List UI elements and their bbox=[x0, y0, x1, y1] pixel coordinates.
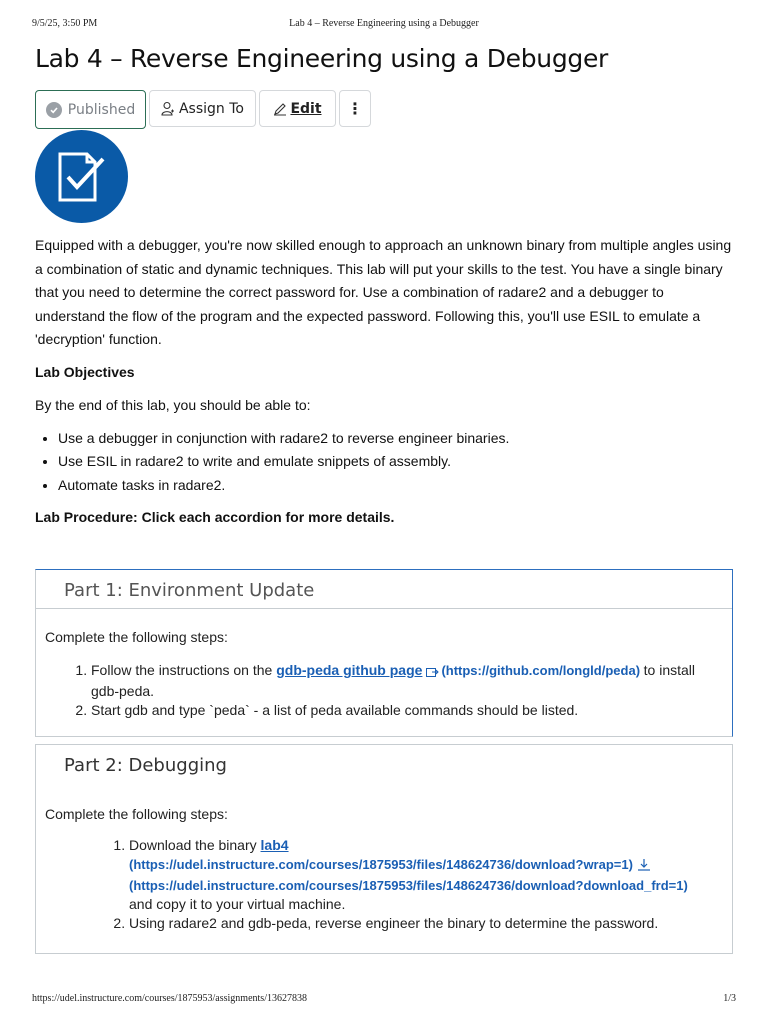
page-number: 1/3 bbox=[723, 993, 736, 1004]
assignment-badge-icon bbox=[35, 130, 128, 223]
edit-label: Edit bbox=[290, 100, 322, 117]
procedure-heading: Lab Procedure: Click each accordion for more details. bbox=[35, 509, 395, 525]
list-item bbox=[129, 836, 723, 914]
part-2-steps bbox=[45, 836, 723, 933]
list-item: 2. Using radare2 and gdb-peda, reverse engineer the binary to determine the password. bbox=[129, 914, 723, 933]
published-label: Published bbox=[67, 101, 136, 118]
list-item bbox=[91, 661, 723, 701]
intro-paragraph: Equipped with a debugger, you're now skilled enough to approach an unknown binary from multiple angles using a combination of static and dynamic techniques. This lab will put your skills to the test. You have a single binary that you need to determine the correct password for. Use a combination of radare2 and a debugger to understand the flow of the program and the expected password. Following this, you'll use ESIL to emulate a 'decryption' function. bbox=[35, 237, 732, 347]
download-icon bbox=[637, 857, 651, 876]
list-item: • Automate tasks in radare2. bbox=[58, 474, 733, 498]
gdb-peda-url-link[interactable]: (https://github.com/longld/peda) bbox=[441, 663, 644, 678]
published-button[interactable] bbox=[35, 90, 146, 129]
assignment-description bbox=[35, 234, 733, 530]
print-header bbox=[32, 18, 736, 32]
part-2-intro: Complete the following steps: bbox=[45, 806, 228, 822]
objectives-heading: Lab Objectives bbox=[35, 363, 135, 380]
lab4-download-url-link[interactable]: (https://udel.instructure.com/courses/1875953/files/148624736/download?download_frd=1) bbox=[129, 878, 688, 893]
objectives-list bbox=[35, 427, 733, 498]
more-options-button[interactable] bbox=[339, 90, 371, 127]
list-item: • Use a debugger in conjunction with radare2 to reverse engineer binaries. bbox=[58, 427, 733, 451]
divider bbox=[36, 608, 732, 609]
accordion-part-1-body bbox=[45, 628, 723, 720]
kebab-menu-icon: ⋮ bbox=[347, 99, 363, 118]
list-item: 2. Start gdb and type `peda` - a list of peda available commands should be listed. bbox=[91, 701, 723, 720]
print-url: https://udel.instructure.com/courses/1875953/assignments/13627838 bbox=[32, 993, 307, 1004]
part-1-steps bbox=[45, 661, 723, 720]
pencil-icon bbox=[273, 102, 287, 116]
list-item: • Use ESIL in radare2 to write and emulate snippets of assembly. bbox=[58, 450, 733, 474]
published-check-icon bbox=[46, 102, 62, 118]
edit-button[interactable] bbox=[259, 90, 336, 127]
user-icon bbox=[161, 101, 175, 116]
external-link-icon bbox=[426, 663, 439, 682]
accordion-part-2 bbox=[35, 744, 733, 954]
gdb-peda-link[interactable]: gdb-peda github page bbox=[276, 662, 423, 678]
accordion-part-2-body bbox=[45, 805, 723, 933]
accordion-part-2-header[interactable]: Part 2: Debugging bbox=[64, 755, 227, 776]
step-text: Follow the instructions on the bbox=[91, 662, 277, 678]
accordion-part-1-header[interactable]: Part 1: Environment Update bbox=[64, 580, 315, 601]
accordion-part-1 bbox=[35, 569, 733, 737]
print-footer bbox=[32, 993, 736, 1007]
lab4-file-link[interactable]: lab4 bbox=[260, 837, 289, 853]
step-text: to install gdb-peda. bbox=[91, 662, 695, 699]
part-1-intro: Complete the following steps: bbox=[45, 629, 228, 645]
assign-to-label: Assign To bbox=[178, 100, 244, 117]
assign-to-button[interactable] bbox=[149, 90, 256, 127]
page-title: Lab 4 – Reverse Engineering using a Debugger bbox=[35, 44, 609, 73]
objectives-intro: By the end of this lab, you should be able to: bbox=[35, 397, 311, 413]
step-text: and copy it to your virtual machine. bbox=[129, 896, 346, 912]
print-title: Lab 4 – Reverse Engineering using a Debugger bbox=[289, 18, 479, 29]
print-datetime: 9/5/25, 3:50 PM bbox=[32, 18, 98, 29]
lab4-preview-url-link[interactable]: (https://udel.instructure.com/courses/1875953/files/148624736/download?wrap=1) bbox=[129, 857, 633, 872]
step-text: Download the binary bbox=[129, 837, 261, 853]
